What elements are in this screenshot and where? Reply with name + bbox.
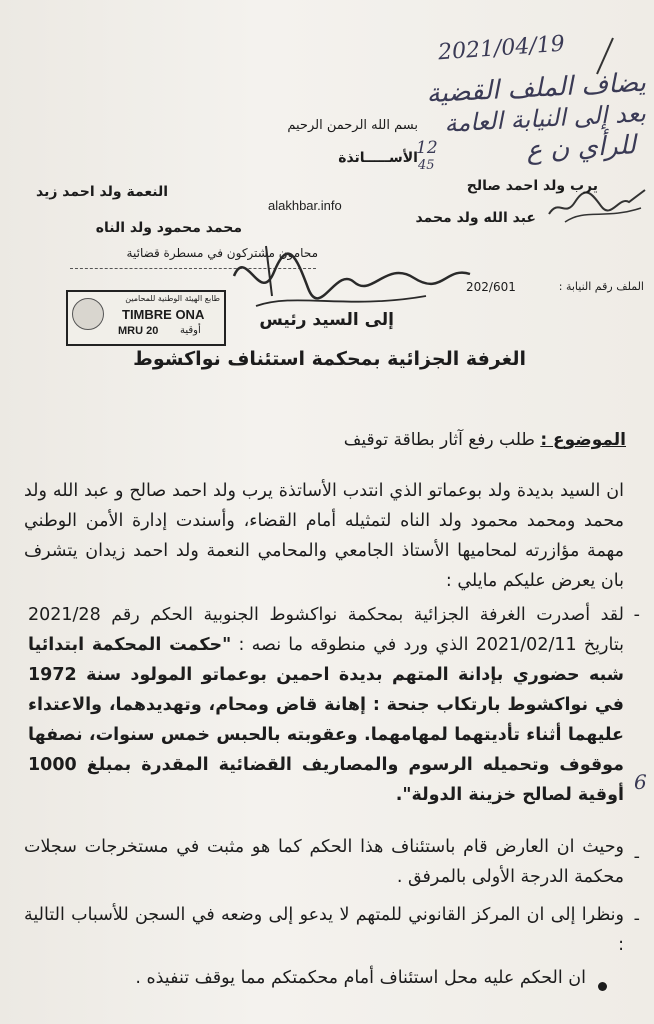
point-3: ونظرا إلى ان المركز القانوني للمتهم لا يدعو إلى وضعه في السجن للأسباب التالية : <box>24 905 624 955</box>
signature-scrawl <box>226 236 476 320</box>
handwritten-note-line3: للرأي ن ع <box>525 130 637 166</box>
subject <box>226 430 626 450</box>
handwritten-number-sub: 45 <box>418 158 435 173</box>
point-3-dash: - <box>633 909 640 929</box>
file-ref-value: 202/601 <box>466 280 516 294</box>
margin-mark: 6 <box>634 770 647 794</box>
handwritten-note-line2: بعد إلى النيابة العامة <box>443 99 647 138</box>
bullet-1: ان الحكم عليه محل استئناف أمام محكمتكم مما يوقف تنفيذه . <box>135 968 586 988</box>
basmala: بسم الله الرحمن الرحيم <box>287 118 418 133</box>
stamp-name: TIMBRE ONA <box>122 307 205 322</box>
stamp-emblem <box>72 298 104 330</box>
handwritten-date: 2021/04/19 <box>437 31 566 66</box>
subject-label: الموضوع : <box>540 430 626 450</box>
lawyer-2: عبد الله ولد محمد <box>415 210 536 226</box>
lawyer-1: يرب ولد احمد صالح <box>466 178 598 194</box>
stamp-org: طابع الهيئة الوطنية للمحامين <box>125 294 220 303</box>
stamp-value-ar: أوقية <box>180 325 201 336</box>
lawyer-3: النعمة ولد احمد زيد <box>36 184 168 200</box>
file-ref-label: الملف رقم النيابة : <box>558 280 644 293</box>
lawyers-note: محامون مشتركون في مسطرة قضائية <box>126 246 318 260</box>
point-2: وحيث ان العارض قام باستئناف هذا الحكم كما هو مثبت في مستخرجات سجلات محكمة الدرجة الأولى بالمرفق . <box>24 837 624 887</box>
point-1 <box>28 600 624 810</box>
addressee-line1: إلى السيد رئيس <box>259 310 394 330</box>
intro-paragraph: ان السيد بديدة ولد بوعماتو الذي انتدب الأساتذة يرب ولد احمد صالح و عبد الله ولد محمد ومحمد محمود ولد الناه لتمثيله أمام القضاء، وأسندت إدارة الأمن الوطني مهمة مؤازرته لمحاميها الأستاذ الجامعي والمحامي النعمة ولد احمد زيدان يتشرف بان يعرض عليكم مايلي : <box>24 481 624 591</box>
point-1-dash: - <box>633 605 640 625</box>
watermark: alakhbar.info <box>268 198 342 213</box>
handwritten-note-line1: يضاف الملف القضية <box>425 67 647 110</box>
point-1-intro: لقد أصدرت الغرفة الجزائية بمحكمة نواكشوط الجنوبية الحكم رقم 2021/28 بتاريخ 2021/02/11 الذي ورد في منطوقه ما نصه : <box>28 605 624 655</box>
lawyer-4: محمد محمود ولد الناه <box>95 220 242 236</box>
timbre-stamp <box>66 290 226 346</box>
addressee-line2: الغرفة الجزائية بمحكمة استئناف نواكشوط <box>133 348 526 370</box>
handwritten-number: 12 <box>416 138 438 158</box>
point-2-dash: - <box>633 847 640 867</box>
point-1-quote: "حكمت المحكمة ابتدائيا شبه حضوري بإدانة المتهم بديدة احمين بوعماتو المولود سنة 1972 في نواكشوط بارتكاب جنحة : إهانة قاض ومحام، وتهديدهما، والاعتداء عليهما أثناء تأديتهما لمهامهما. وعقوبته بالحبس خمس سنوات، نصفها موقوف وتحميله الرسوم والمصاريف القضائية المقدرة بمبلغ 1000 أوقية لصالح خزينة الدولة". <box>28 635 624 805</box>
stamp-value: MRU 20 <box>118 325 159 337</box>
subject-text: طلب رفع آثار بطاقة توقيف <box>343 430 535 450</box>
lawyers-title: الأســـــاتذة <box>338 150 418 166</box>
bullet-dot <box>598 982 607 991</box>
